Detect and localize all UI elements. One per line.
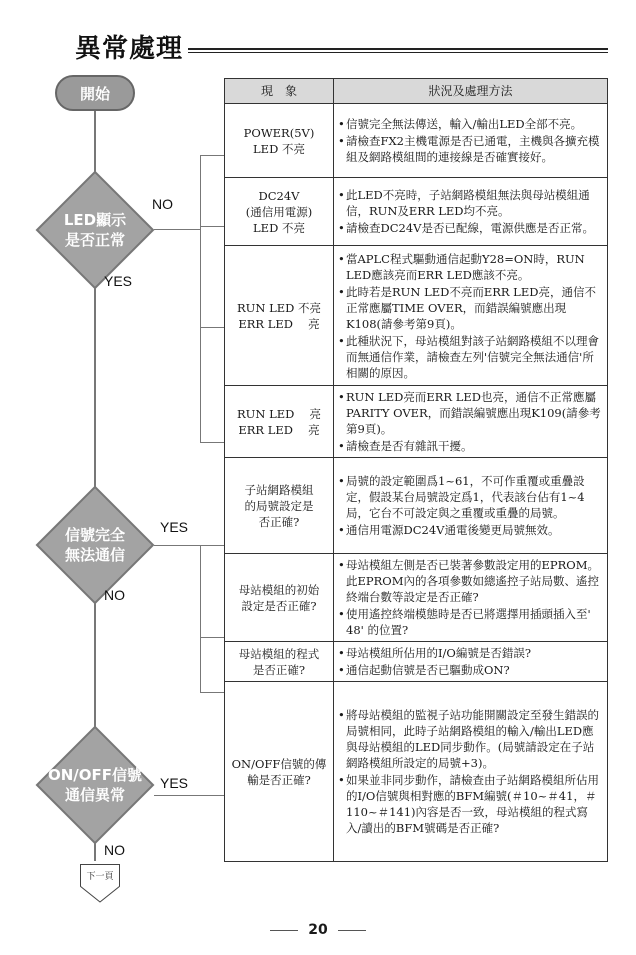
action-item: • 當APLC程式驅動通信起動Y28=ON時，RUN LED應該亮而ERR LED應該不亮。 [338,251,603,283]
decision-signal-fail [35,485,155,605]
symptom-cell: POWER(5V) LED 不亮 [225,104,334,178]
start-terminal [55,75,135,111]
bracket1-arrow-2 [200,226,224,227]
bracket1-vertical [200,155,201,442]
action-cell [334,682,608,862]
action-cell [334,554,608,642]
action-item: • 母站模組左側是否已裝著參數設定用的EPROM。此EPROM內的各項參數如總遙控子站局數、遙控終端台數等設定是否正確? [338,557,603,605]
table-header-row [225,79,608,104]
d3-yes-line [154,795,224,796]
action-item: • 信號完全無法傳送，輸入/輸出LED全部不亮。 [338,116,603,132]
next-page-connector [80,864,120,904]
action-item: • 將母站模組的監視子站功能開關設定至發生錯誤的局號相同，此時子站網路模組的輸入/輸出LED應與母站模組的LED同步動作。(局號請設定在子站網路模組所設定的局號+3)。 [338,707,603,771]
bracket1-arrow-4 [200,442,224,443]
symptom-cell: DC24V (通信用電源) LED 不亮 [225,178,334,246]
action-cell [334,458,608,554]
action-item: • 局號的設定範圍爲1~61，不可作重覆或重疊設定，假設某台局號設定爲1，代表該台佔有1~4局，它台不可設定與之重覆或重疊的局號。 [338,473,603,521]
action-cell [334,642,608,682]
bracket1-arrow-3 [200,327,224,328]
decision-onoff-line1: ON/OFF信號 [47,766,143,784]
d2-yes-line [154,545,200,546]
table-row [225,682,608,862]
action-item: • 請檢查FX2主機電源是否已通電，主機與各擴充模組及網路模組間的連接線是否確實接好。 [338,133,603,165]
d2-yes-label: YES [160,519,189,535]
action-item: • 請檢查是否有雜訊干擾。 [338,438,603,454]
symptom-cell: 子站網路模組 的局號設定是 否正確? [225,458,334,554]
decision-led-line2: 是否正常 [64,231,125,249]
action-item: • 請檢查DC24V是否已配線，電源供應是否正常。 [338,220,603,236]
decision-signal-line2: 無法通信 [64,546,125,564]
action-item: • 通信起動信號是否已驅動成ON? [338,662,603,678]
symptom-cell: ON/OFF信號的傳 輸是否正確? [225,682,334,862]
symptom-cell: RUN LED 不亮 ERR LED 亮 [225,246,334,386]
table-row [225,642,608,682]
action-cell [334,178,608,246]
action-cell [334,386,608,458]
action-item: • 此LED不亮時，子站網路模組無法與母站模組通信，RUN及ERR LED均不亮。 [338,187,603,219]
d1-yes-label: YES [104,273,133,289]
d1-no-label: NO [152,196,173,212]
symptom-cell: 母站模組的程式 是否正確? [225,642,334,682]
action-cell [334,246,608,386]
action-item: • 通信用電源DC24V通電後變更局號無效。 [338,522,603,538]
d2-no-label: NO [104,587,125,603]
decision-signal-line1: 信號完全 [64,526,125,544]
action-item: • RUN LED亮而ERR LED也亮，通信不正常應屬PARITY OVER，而錯誤編號應出現K109(請參考第9頁)。 [338,389,603,437]
action-item: • 此種狀況下，母站模組對該子站網路模組不以理會而無通信作業，請檢查左列'信號完全無法通信'所相關的原因。 [338,333,603,381]
bracket2-vertical [200,545,201,692]
header-action: 狀況及處理方法 [334,79,608,104]
symptom-cell: 母站模組的初始 設定是否正確? [225,554,334,642]
action-item: • 如果並非同步動作，請檢查由子站網路模組所佔用的I/O信號與相對應的BFM編號(＃10~＃41，＃110~＃141)內容是否一致，母站模組的程式寫入/讀出的BFM號碼是否正確? [338,772,603,836]
header-symptom: 現 象 [225,79,334,104]
d3-no-label: NO [104,842,125,858]
bracket2-arrow-1 [200,545,224,546]
title-rule [188,48,608,53]
decision-onoff-line2: 通信異常 [64,786,125,804]
action-item: • 此時若是RUN LED不亮而ERR LED亮，通信不正常應屬TIME OVER，而錯誤編號應出現K108(請參考第9頁)。 [338,284,603,332]
bracket2-arrow-3 [200,692,224,693]
table-row [225,104,608,178]
table-row [225,178,608,246]
decision-onoff-fail [35,725,155,845]
decision-led-normal [35,170,155,290]
d3-yes-label: YES [160,775,189,791]
next-page-label: 下一頁 [86,872,114,882]
start-label: 開始 [79,84,110,103]
table-row [225,458,608,554]
symptom-cell: RUN LED 亮 ERR LED 亮 [225,386,334,458]
action-cell [334,104,608,178]
decision-led-line1: LED顯示 [63,211,127,229]
bracket1-arrow-1 [200,155,224,156]
page-title: 異常處理 [75,34,184,64]
action-item: • 使用遙控終端模態時是否已將選擇用插頭插入至' 48' 的位置? [338,606,603,638]
page-number: 20 [0,922,636,938]
action-item: • 母站模組所佔用的I/O編號是否錯誤? [338,645,603,661]
bracket2-arrow-2 [200,637,224,638]
d1-no-line [154,229,200,230]
table-row [225,386,608,458]
table-row [225,554,608,642]
table-row [225,246,608,386]
trouble-table [224,78,608,862]
